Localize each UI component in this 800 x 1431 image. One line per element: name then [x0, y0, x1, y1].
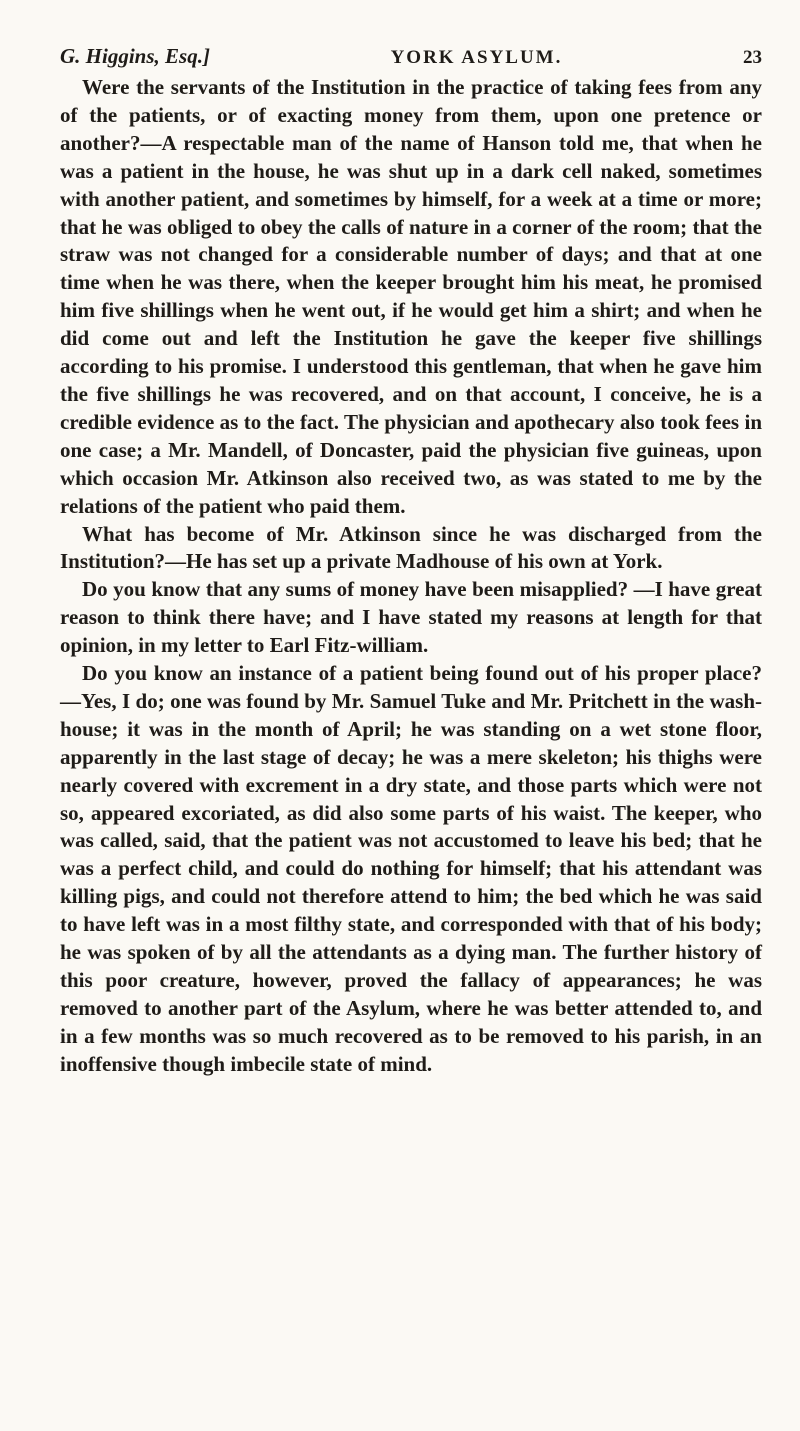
page-number: 23: [743, 47, 762, 68]
header-title: YORK ASYLUM.: [390, 47, 563, 68]
header-left: G. Higgins, Esq.]: [60, 44, 210, 68]
running-header: [60, 44, 762, 74]
paragraph-4: Do you know an instance of a patient being found out of his proper place?—Yes, I do; one was found by Mr. Samuel Tuke and Mr. Pritchett in the wash-house; it was in the month of April; he was standing on a wet stone floor, apparently in the last stage of decay; he was a mere skeleton; his thighs were nearly covered with excrement in a dry state, and those parts which were not so, appeared excoriated, as did also some parts of his waist. The keeper, who was called, said, that the patient was not accustomed to leave his bed; that he was a perfect child, and could do nothing for himself; that his attendant was killing pigs, and could not therefore attend to him; the bed which he was said to have left was in a most filthy state, and corresponded with that of his body; he was spoken of by all the attendants as a dying man. The further history of this poor creature, however, proved the fallacy of appearances; he was removed to another part of the Asylum, where he was better attended to, and in a few months was so much recovered as to be removed to his parish, in an inoffensive though imbecile state of mind.: [60, 661, 762, 1076]
paragraph-2: What has become of Mr. Atkinson since he was discharged from the Institution?—He has set up a private Madhouse of his own at York.: [60, 521, 762, 574]
paragraph-3: Do you know that any sums of money have been misapplied? —I have great reason to think there have; and I have stated my reasons at length for that opinion, in my letter to Earl Fitz-william.: [60, 577, 762, 658]
book-page: [60, 44, 762, 1079]
paragraph-1: Were the servants of the Institution in the practice of taking fees from any of the patients, or of exacting money from them, upon one pretence or another?—A respectable man of the name of Hanson told me, that when he was a patient in the house, he was shut up in a dark cell naked, sometimes with another patient, and sometimes by himself, for a week at a time or more; that he was obliged to obey the calls of nature in a corner of the room; that the straw was not changed for a considerable number of days; and that at one time when he was there, when the keeper brought him his meat, he promised him five shillings when he went out, if he would get him a shirt; and when he did come out and left the Institution he gave the keeper five shillings according to his promise. I understood this gentleman, that when he gave him the five shillings he was recovered, and on that account, I conceive, he is a credible evidence as to the fact. The physician and apothecary also took fees in one case; a Mr. Mandell, of Doncaster, paid the physician five guineas, upon which occasion Mr. Atkinson also received two, as was stated to me by the relations of the patient who paid them.: [60, 75, 762, 518]
